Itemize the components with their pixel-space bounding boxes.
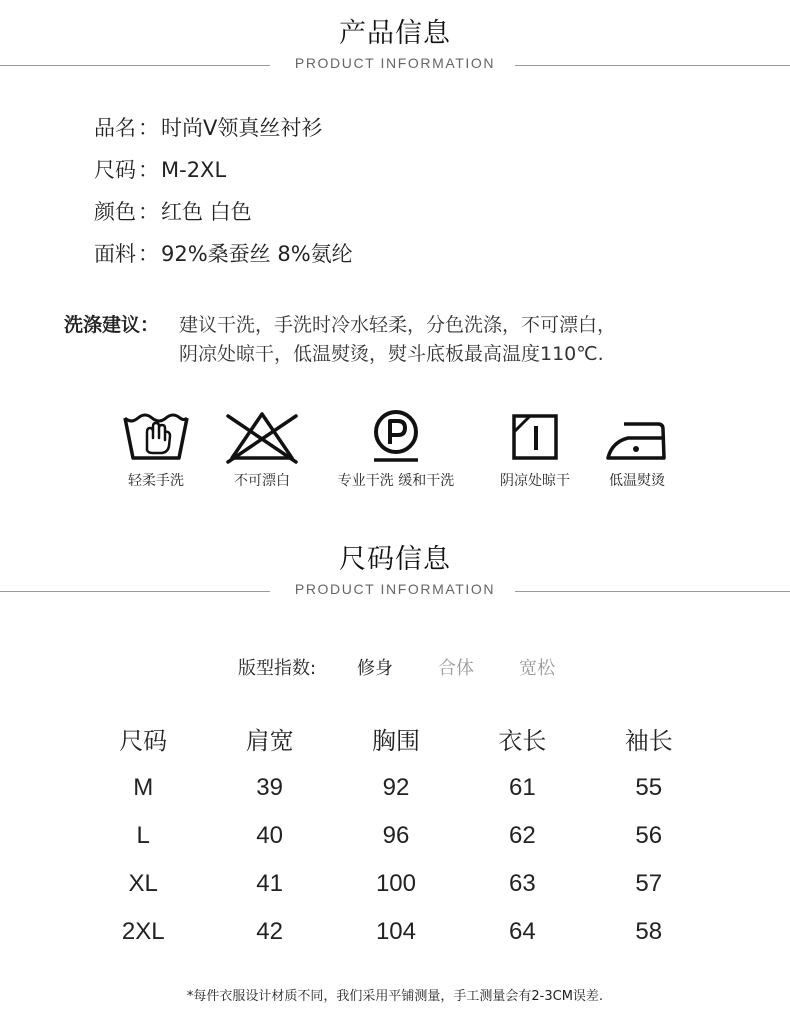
- fit-index: [0, 654, 790, 680]
- table-cell: 63: [509, 870, 536, 897]
- table-cell: 100: [375, 870, 416, 897]
- care-item-no-bleach: [187, 408, 337, 490]
- info-value: 92%桑蚕丝 8%氨纶: [161, 242, 353, 266]
- table-cell: L: [136, 822, 150, 849]
- care-item-low-iron: [562, 408, 712, 490]
- section-subtitle-row: [0, 581, 790, 601]
- divider-right: [515, 591, 790, 592]
- care-caption: 专业干洗 缓和干洗: [337, 473, 455, 489]
- column-header: 衣长: [498, 726, 547, 755]
- table-cell: 40: [256, 822, 283, 849]
- table-row: [80, 908, 712, 956]
- info-separator: ：: [138, 242, 159, 266]
- size-info-header: [0, 546, 790, 601]
- dry-clean-p-icon: [366, 408, 426, 464]
- washing-label: 洗涤建议：: [64, 314, 160, 336]
- divider-right: [515, 65, 790, 66]
- table-cell: 39: [256, 774, 283, 801]
- info-label: 面料: [94, 242, 136, 266]
- measurement-footnote: *每件衣服设计材质不同，我们采用平铺测量，手工测量会有2-3CM误差.: [186, 989, 604, 1004]
- table-cell: 64: [509, 918, 536, 945]
- table-cell: 58: [635, 918, 663, 945]
- care-caption: 阴凉处晾干: [500, 473, 570, 489]
- care-caption: 不可漂白: [234, 473, 290, 489]
- care-item-dry-clean: [321, 408, 471, 490]
- table-cell: 96: [382, 822, 410, 849]
- table-header-row: [80, 712, 712, 764]
- info-label: 颜色: [94, 200, 136, 224]
- care-caption: 低温熨烫: [609, 473, 665, 489]
- table-cell: 55: [635, 774, 663, 801]
- table-cell: M: [133, 774, 154, 801]
- info-separator: ：: [138, 158, 159, 182]
- info-value: M-2XL: [161, 158, 227, 182]
- table-row: [80, 812, 712, 860]
- table-cell: 104: [375, 918, 416, 945]
- low-iron-icon: [602, 408, 672, 464]
- table-cell: 42: [256, 918, 283, 945]
- shade-dry-icon: [505, 408, 565, 464]
- fit-option-regular: 合体: [438, 658, 474, 679]
- fit-index-label: 版型指数:: [238, 658, 317, 679]
- section-subtitle: PRODUCT INFORMATION: [294, 581, 496, 597]
- table-cell: 56: [635, 822, 663, 849]
- column-header: 肩宽: [245, 726, 294, 755]
- washing-line-2: 阴凉处晾干，低温熨烫，熨斗底板最高温度110℃.: [179, 343, 604, 365]
- fit-option-loose: 宽松: [519, 658, 555, 679]
- section-subtitle: PRODUCT INFORMATION: [294, 55, 496, 71]
- section-subtitle-row: [0, 55, 790, 75]
- info-separator: ：: [138, 116, 159, 140]
- hand-wash-icon: [121, 408, 191, 464]
- info-row-color: [94, 196, 353, 238]
- table-cell: 61: [509, 774, 536, 801]
- no-bleach-icon: [222, 408, 302, 464]
- info-separator: ：: [138, 200, 159, 224]
- column-header: 尺码: [119, 726, 168, 755]
- washing-line-1: 建议干洗，手洗时冷水轻柔，分色洗涤，不可漂白，: [179, 314, 617, 336]
- table-row: [80, 764, 712, 812]
- info-value: 红色 白色: [161, 200, 252, 224]
- table-cell: XL: [128, 870, 158, 897]
- table-cell: 62: [509, 822, 536, 849]
- table-cell: 41: [256, 870, 283, 897]
- section-title: 尺码信息: [339, 544, 451, 575]
- product-info-header: [0, 20, 790, 75]
- size-table: [80, 712, 712, 956]
- table-row: [80, 860, 712, 908]
- product-info-list: [94, 112, 353, 280]
- fit-option-slim: 修身: [357, 658, 393, 679]
- table-cell: 92: [382, 774, 410, 801]
- care-caption: 轻柔手洗: [128, 473, 184, 489]
- info-label: 尺码: [94, 158, 136, 182]
- info-row-name: [94, 112, 353, 154]
- column-header: 胸围: [371, 726, 420, 755]
- table-cell: 57: [635, 870, 663, 897]
- section-title: 产品信息: [339, 18, 451, 49]
- table-cell: 2XL: [121, 918, 165, 945]
- info-row-fabric: [94, 238, 353, 280]
- info-label: 品名: [94, 116, 136, 140]
- column-header: 袖长: [624, 726, 673, 755]
- info-value: 时尚V领真丝衬衫: [161, 116, 323, 140]
- info-row-size: [94, 154, 353, 196]
